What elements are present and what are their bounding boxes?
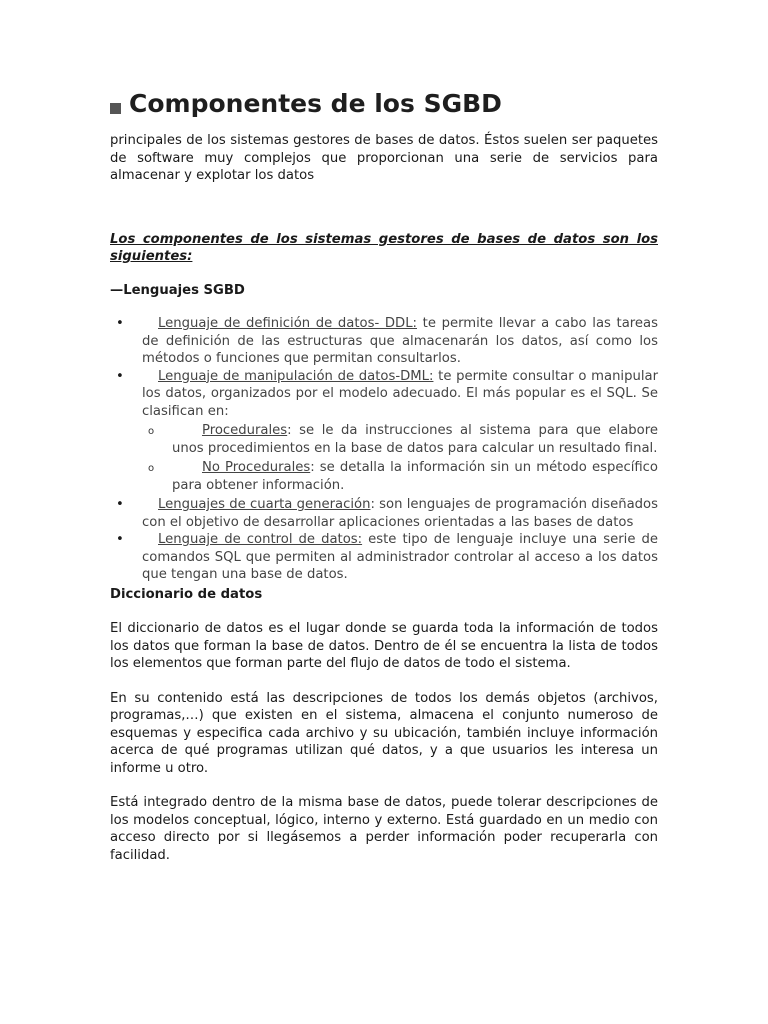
term-dcl: Lenguaje de control de datos:	[158, 532, 363, 547]
desc-procedurales: : se le da instrucciones al sistema para que elabore unos procedimientos en la base de datos para calcular un resultado final.	[172, 423, 658, 456]
intro-paragraph: principales de los sistemas gestores de bases de datos. Éstos suelen ser paquetes de software muy complejos que proporcionan una serie de servicios para almacenar y explotar los datos	[110, 133, 658, 183]
desc-ddl: te permite llevar a cabo las tareas de definición de las estructuras que almacenarán los datos, así como los métodos o funciones que permitan consultarlos.	[142, 316, 658, 366]
list-item-dml	[110, 368, 658, 495]
dictionary-paragraph-2: En su contenido está las descripciones de todos los demás objetos (archivos, programas,…) que existen en el sistema, almacena el conjunto numeroso de esquemas y especifica cada archivo y su ubicación, también incluye información acerca de qué programas utilizan qué datos, y a que usuarios les interesa un informe u otro.	[110, 690, 658, 776]
list-item-ddl	[110, 315, 658, 368]
sublist-item-no-procedurales	[142, 459, 658, 494]
desc-dcl: este tipo de lenguaje incluye una serie de comandos SQL que permiten al administrador controlar al acceso a los datos que tengan una base de datos.	[142, 532, 658, 582]
term-dml: Lenguaje de manipulación de datos-DML:	[158, 368, 434, 384]
square-bullet-icon	[110, 103, 121, 114]
desc-dml: te permite consultar o manipular los datos, organizados por el modelo adecuado. El más popular es el SQL. Se clasifican en:	[142, 368, 658, 419]
sublist-item-procedurales	[142, 422, 658, 457]
term-4gl: Lenguajes de cuarta generación	[158, 497, 371, 512]
term-procedurales: Procedurales	[202, 423, 288, 438]
dictionary-heading: Diccionario de datos	[110, 586, 263, 602]
dml-sublist	[142, 422, 658, 494]
dictionary-paragraph-1: El diccionario de datos es el lugar donde se guarda toda la información de todos los datos que forman la base de datos. Dentro de él se encuentra la lista de todos los elementos que forman parte del flujo de datos de todo el sistema.	[110, 621, 658, 671]
term-ddl: Lenguaje de definición de datos- DDL:	[158, 316, 417, 331]
desc-4gl: : son lenguajes de programación diseñados con el objetivo de desarrollar aplicaciones orientadas a las bases de datos	[142, 497, 658, 530]
desc-no-procedurales: : se detalla la información sin un método específico para obtener información.	[172, 460, 658, 493]
list-item-dcl	[110, 531, 658, 584]
languages-list	[110, 315, 658, 584]
term-no-procedurales: No Procedurales	[202, 460, 311, 475]
list-item-4gl	[110, 496, 658, 531]
components-subheading: Los componentes de los sistemas gestores de bases de datos son los siguientes:	[110, 231, 658, 264]
dictionary-paragraph-3: Está integrado dentro de la misma base de datos, puede tolerar descripciones de los modelos conceptual, lógico, interno y externo. Está guardado en un medio con acceso directo por si llegásemos a perder información poder recuperarla con facilidad.	[110, 795, 658, 863]
document-content	[110, 86, 658, 864]
page-title-text: Componentes de los SGBD	[129, 89, 502, 118]
page-title	[110, 86, 658, 122]
section-lenguajes-heading: —Lenguajes SGBD	[110, 282, 245, 298]
